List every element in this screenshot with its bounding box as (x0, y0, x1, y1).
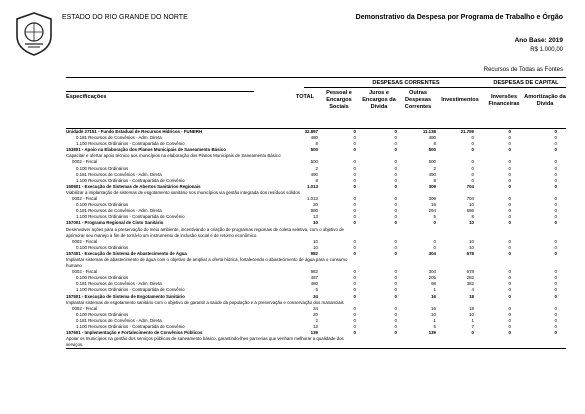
col-inversoes: Inversões Financeiras (488, 94, 520, 107)
cell-juros: 0 (394, 220, 397, 226)
cell-total: 1.013 (307, 196, 318, 202)
row-label: 0.100 Recursos Ordinários (76, 202, 129, 208)
cell-pessoal: 0 (353, 311, 356, 317)
cell-amortizacao: 0 (554, 238, 557, 244)
cell-juros: 0 (394, 324, 397, 329)
cell-total: 20 (313, 202, 318, 208)
cell-total: 980 (310, 208, 318, 214)
row-label: 0002 - Fiscal (72, 238, 98, 244)
cell-outras: 1 (433, 287, 436, 293)
cell-pessoal: 0 (353, 293, 356, 299)
cell-amortizacao: 0 (554, 330, 557, 336)
cell-amortizacao: 0 (554, 214, 557, 220)
cell-amortizacao: 0 (554, 220, 557, 226)
cell-outras: 15 (431, 202, 436, 208)
cell-investimentos: 18 (469, 293, 474, 299)
cell-investimentos: 4 (471, 287, 474, 293)
row-label: 0.100 Recursos Ordinários (76, 244, 129, 250)
cell-amortizacao: 0 (554, 250, 557, 256)
row-label: 0002 - Fiscal (72, 159, 98, 165)
cell-total: 13 (313, 214, 318, 220)
cell-inversoes: 0 (508, 330, 511, 336)
funding-sources-note: Recursos de Todas as Fontes (483, 67, 563, 73)
row-label: Unidade 27151 - Fundo Estadual de Recursos Hídricos - FUNERH (66, 129, 203, 134)
row-label: 0.181 Recursos de Convênios - Adm. Direta (76, 135, 162, 141)
cell-total: 8 (315, 141, 318, 147)
row-label: 157601 - Implementação e Fortalecimento de Convênios Públicos (66, 330, 203, 336)
cell-pessoal: 0 (353, 165, 356, 171)
cell-total: 490 (310, 171, 318, 177)
cell-juros: 0 (394, 171, 397, 177)
cell-amortizacao: 0 (554, 317, 557, 323)
cell-outras: 16 (431, 293, 436, 299)
description-text: Viabilizar a implantação de sistemas de esgotamento sanitário nos municípios via gestão integrada dos resíduos sólidos (66, 189, 300, 195)
cell-pessoal: 0 (353, 317, 356, 323)
cell-outras: 304 (428, 269, 436, 275)
state-coat-of-arms-icon (10, 10, 58, 58)
currency-unit: R$ 1.000,00 (530, 47, 563, 53)
cell-amortizacao: 0 (554, 165, 557, 171)
cell-amortizacao: 0 (554, 244, 557, 250)
cell-amortizacao: 0 (554, 147, 557, 153)
cell-total: 139 (310, 330, 318, 336)
cell-juros: 0 (394, 244, 397, 250)
cell-outras: 139 (428, 330, 436, 336)
report-title: Demonstrativo da Despesa por Programa de Trabalho e Órgão (355, 14, 563, 21)
cell-amortizacao: 0 (554, 159, 557, 165)
cell-amortizacao: 0 (554, 269, 557, 275)
cell-inversoes: 0 (508, 287, 511, 293)
row-label: 1.100 Recursos Ordinários - Contrapartida de Convênio (76, 214, 185, 220)
cell-inversoes: 0 (508, 305, 511, 311)
cell-juros: 0 (394, 165, 397, 171)
cell-pessoal: 0 (353, 330, 356, 336)
header-rule-groups (304, 87, 566, 88)
col-amortizacao: Amortização da Dívida (524, 94, 566, 107)
cell-outras: 0 (433, 244, 436, 250)
cell-inversoes: 0 (508, 171, 511, 177)
cell-outras: 304 (428, 250, 436, 256)
cell-pessoal: 0 (353, 281, 356, 287)
cell-amortizacao: 0 (554, 177, 557, 183)
cell-outras: 309 (428, 183, 436, 189)
cell-juros: 0 (394, 202, 397, 208)
cell-investimentos: 21.759 (460, 129, 474, 134)
cell-pessoal: 0 (353, 305, 356, 311)
row-label: 1.100 Recursos Ordinários - Contrapartida de Convênio (76, 177, 185, 183)
cell-juros: 0 (394, 141, 397, 147)
cell-juros: 0 (394, 183, 397, 189)
cell-outras: 205 (428, 275, 436, 281)
cell-pessoal: 0 (353, 159, 356, 165)
cell-outras: 98 (431, 281, 436, 287)
cell-inversoes: 0 (508, 250, 511, 256)
cell-pessoal: 0 (353, 135, 356, 141)
cell-inversoes: 0 (508, 141, 511, 147)
cell-juros: 0 (394, 287, 397, 293)
action-description (66, 336, 566, 348)
group-header-correntes: DESPESAS CORRENTES (372, 80, 440, 86)
cell-total: 5 (315, 287, 318, 293)
row-label: 150801 - Execução de Sistemas de Abertos Sanitários Regionais (66, 183, 201, 189)
cell-inversoes: 0 (508, 311, 511, 317)
row-label: 157501 - Execução de Sistema de Esgotamento Sanitário (66, 293, 185, 299)
cell-pessoal: 0 (353, 238, 356, 244)
row-label: 1.100 Recursos Ordinários - Contrapartida de Convênio (76, 287, 185, 293)
row-label: 0002 - Fiscal (72, 305, 98, 311)
cell-total: 982 (310, 269, 318, 275)
cell-investimentos: 10 (469, 238, 474, 244)
cell-juros: 0 (394, 159, 397, 165)
row-label: 1.100 Recursos Ordinários - Contrapartida de Convênio (76, 141, 185, 147)
cell-pessoal: 0 (353, 171, 356, 177)
row-label: 0.100 Recursos Ordinários (76, 275, 129, 281)
cell-pessoal: 0 (353, 244, 356, 250)
cell-pessoal: 0 (353, 147, 356, 153)
cell-total: 8 (315, 177, 318, 183)
cell-inversoes: 0 (508, 135, 511, 141)
cell-investimentos: 18 (469, 305, 474, 311)
cell-total: 2 (315, 317, 318, 323)
cell-juros: 0 (394, 269, 397, 275)
table-bottom-rule (66, 348, 566, 349)
cell-inversoes: 0 (508, 183, 511, 189)
cell-total: 34 (313, 293, 318, 299)
cell-outras: 500 (428, 159, 436, 165)
cell-investimentos: 678 (466, 269, 474, 275)
cell-pessoal: 0 (353, 220, 356, 226)
cell-juros: 0 (394, 250, 397, 256)
cell-investimentos: 8 (471, 214, 474, 220)
cell-juros: 0 (394, 214, 397, 220)
col-investimentos: Investimentos (441, 97, 479, 103)
cell-total: 12 (313, 324, 318, 329)
cell-total: 10 (313, 238, 318, 244)
cell-pessoal: 0 (353, 202, 356, 208)
cell-outras: 2 (433, 165, 436, 171)
cell-investimentos: 1 (471, 317, 474, 323)
action-description (66, 227, 566, 239)
description-text: Capacitar e ofertar apoio técnico aos municípios na elaboração dos Planos Municipais de Saneamento Básico (66, 153, 281, 159)
cell-investimentos: 10 (469, 311, 474, 317)
cell-investimentos: 282 (466, 275, 474, 281)
cell-inversoes: 0 (508, 220, 511, 226)
cell-juros: 0 (394, 135, 397, 141)
cell-amortizacao: 0 (554, 287, 557, 293)
cell-juros: 0 (394, 196, 397, 202)
cell-outras: 480 (428, 135, 436, 141)
cell-amortizacao: 0 (554, 129, 557, 134)
cell-outras: 0 (433, 220, 436, 226)
row-label: 157401 - Execução de Sistema de Abastecimento de Água (66, 250, 187, 256)
cell-amortizacao: 0 (554, 324, 557, 329)
cell-outras: 309 (428, 196, 436, 202)
cell-investimentos: 704 (466, 196, 474, 202)
cell-total: 10 (313, 220, 318, 226)
expense-table (66, 77, 566, 349)
cell-inversoes: 0 (508, 275, 511, 281)
cell-total: 1.013 (307, 183, 318, 189)
cell-amortizacao: 0 (554, 196, 557, 202)
cell-amortizacao: 0 (554, 281, 557, 287)
cell-outras: 5 (433, 214, 436, 220)
cell-investimentos: 704 (466, 183, 474, 189)
cell-total: 2 (315, 165, 318, 171)
row-label: 0.181 Recursos de Convênios - Adm. Direta (76, 171, 162, 177)
cell-total: 982 (310, 250, 318, 256)
col-total: TOTAL (295, 94, 314, 100)
cell-pessoal: 0 (353, 183, 356, 189)
cell-juros: 0 (394, 177, 397, 183)
cell-total: 480 (310, 135, 318, 141)
cell-juros: 0 (394, 208, 397, 214)
col-pessoal: Pessoal e Encargos Sociais (326, 90, 352, 110)
base-year: Ano Base: 2019 (514, 37, 563, 44)
table-header (66, 78, 566, 128)
cell-investimentos: 686 (466, 208, 474, 214)
cell-inversoes: 0 (508, 269, 511, 275)
row-label: 157001 - Programa Regional de Cisto Sanitário (66, 220, 164, 226)
row-label: 0.100 Recursos Ordinários (76, 165, 129, 171)
cell-inversoes: 0 (508, 214, 511, 220)
cell-pessoal: 0 (353, 250, 356, 256)
cell-total: 480 (310, 281, 318, 287)
cell-pessoal: 0 (353, 214, 356, 220)
cell-outras: 5 (433, 324, 436, 329)
cell-pessoal: 0 (353, 324, 356, 329)
cell-inversoes: 0 (508, 244, 511, 250)
cell-investimentos: 10 (469, 244, 474, 250)
cell-amortizacao: 0 (554, 183, 557, 189)
cell-juros: 0 (394, 129, 397, 134)
cell-inversoes: 0 (508, 177, 511, 183)
cell-amortizacao: 0 (554, 141, 557, 147)
cell-inversoes: 0 (508, 165, 511, 171)
description-text: Implantar sistemas de abastecimento de água com o objetivo de ampliar a oferta hídrica, fortalecendo o abastecimento de água para o consumo humano (66, 256, 348, 269)
cell-investimentos: 0 (471, 141, 474, 147)
cell-juros: 0 (394, 305, 397, 311)
cell-investimentos: 7 (471, 324, 474, 329)
cell-pessoal: 0 (353, 141, 356, 147)
cell-outras: 1 (433, 317, 436, 323)
cell-amortizacao: 0 (554, 202, 557, 208)
header-rule-left (66, 91, 254, 92)
row-label: 0002 - Fiscal (72, 196, 98, 202)
cell-inversoes: 0 (508, 293, 511, 299)
row-label: 0.181 Recursos de Convênios - Adm. Direta (76, 317, 162, 323)
cell-investimentos: 0 (471, 330, 474, 336)
cell-outras: 16 (431, 305, 436, 311)
cell-pessoal: 0 (353, 269, 356, 275)
cell-total: 487 (310, 275, 318, 281)
description-text: Apoiar os municípios na gestão dos serviços públicos de saneamento básico, garantindo-lhes parcerias que venham melhorar a qualidade dos serviços. (66, 336, 344, 348)
cell-juros: 0 (394, 311, 397, 317)
col-outras: Outras Despesas Correntes (404, 90, 432, 110)
row-label: 1.100 Recursos Ordinários - Contrapartida de Convênio (76, 324, 185, 329)
cell-amortizacao: 0 (554, 275, 557, 281)
cell-investimentos: 0 (471, 147, 474, 153)
cell-outras: 490 (428, 171, 436, 177)
cell-juros: 0 (394, 281, 397, 287)
cell-investimentos: 678 (466, 250, 474, 256)
cell-inversoes: 0 (508, 159, 511, 165)
cell-investimentos: 10 (469, 202, 474, 208)
cell-outras: 500 (428, 147, 436, 153)
cell-inversoes: 0 (508, 196, 511, 202)
cell-outras: 8 (433, 141, 436, 147)
cell-outras: 0 (433, 238, 436, 244)
cell-investimentos: 0 (471, 135, 474, 141)
row-label: 0.181 Recursos de Convênios - Adm. Direta (76, 281, 162, 287)
cell-amortizacao: 0 (554, 171, 557, 177)
cell-pessoal: 0 (353, 208, 356, 214)
cell-total: 20 (313, 311, 318, 317)
cell-inversoes: 0 (508, 324, 511, 329)
cell-inversoes: 0 (508, 317, 511, 323)
state-name: ESTADO DO RIO GRANDE DO NORTE (62, 14, 188, 21)
row-label: 0002 - Fiscal (72, 269, 98, 275)
cell-inversoes: 0 (508, 129, 511, 134)
cell-investimentos: 0 (471, 177, 474, 183)
cell-amortizacao: 0 (554, 305, 557, 311)
cell-investimentos: 10 (469, 220, 474, 226)
cell-juros: 0 (394, 330, 397, 336)
cell-inversoes: 0 (508, 208, 511, 214)
cell-total: 34 (313, 305, 318, 311)
col-juros: Juros e Encargos da Dívida (362, 90, 396, 110)
cell-outras: 10 (431, 311, 436, 317)
cell-juros: 0 (394, 317, 397, 323)
cell-juros: 0 (394, 275, 397, 281)
col-especificacoes: Especificações (66, 94, 107, 100)
cell-juros: 0 (394, 147, 397, 153)
cell-juros: 0 (394, 238, 397, 244)
cell-pessoal: 0 (353, 129, 356, 134)
cell-outras: 11.138 (422, 129, 436, 134)
group-header-capital: DESPESAS DE CAPITAL (493, 80, 559, 86)
cell-inversoes: 0 (508, 147, 511, 153)
cell-investimentos: 382 (466, 281, 474, 287)
cell-pessoal: 0 (353, 275, 356, 281)
cell-inversoes: 0 (508, 238, 511, 244)
cell-amortizacao: 0 (554, 311, 557, 317)
cell-outras: 8 (433, 177, 436, 183)
description-text: Desenvolver ações para a preservação do meio ambiente, incentivando a criação de programas regionais de coleta seletiva, com o objetivo de aprimorar seu manejo a fim de torná-lo um instrumento de inclusão social e de retorno econômico. (66, 226, 344, 238)
cell-investimentos: 0 (471, 171, 474, 177)
table-body (66, 129, 566, 348)
cell-pessoal: 0 (353, 287, 356, 293)
cell-inversoes: 0 (508, 202, 511, 208)
cell-total: 32.897 (304, 129, 318, 134)
description-text: Implantar sistemas de esgotamento sanitário com o objetivo de garantir a saúde da população e a preservação e conservação dos mananciais (66, 299, 344, 305)
cell-juros: 0 (394, 293, 397, 299)
cell-outras: 294 (428, 208, 436, 214)
cell-inversoes: 0 (508, 281, 511, 287)
row-label: 0.100 Recursos Ordinários (76, 311, 129, 317)
cell-amortizacao: 0 (554, 208, 557, 214)
cell-investimentos: 0 (471, 159, 474, 165)
action-description (66, 257, 566, 269)
cell-investimentos: 0 (471, 165, 474, 171)
cell-amortizacao: 0 (554, 135, 557, 141)
cell-pessoal: 0 (353, 177, 356, 183)
row-label: 153801 - Apoio na Elaboração dos Planos Municipais de Saneamento Básico (66, 147, 226, 153)
cell-amortizacao: 0 (554, 293, 557, 299)
cell-total: 10 (313, 244, 318, 250)
cell-total: 500 (310, 159, 318, 165)
row-label: 0.181 Recursos de Convênios - Adm. Direta (76, 208, 162, 214)
cell-pessoal: 0 (353, 196, 356, 202)
cell-total: 500 (310, 147, 318, 153)
